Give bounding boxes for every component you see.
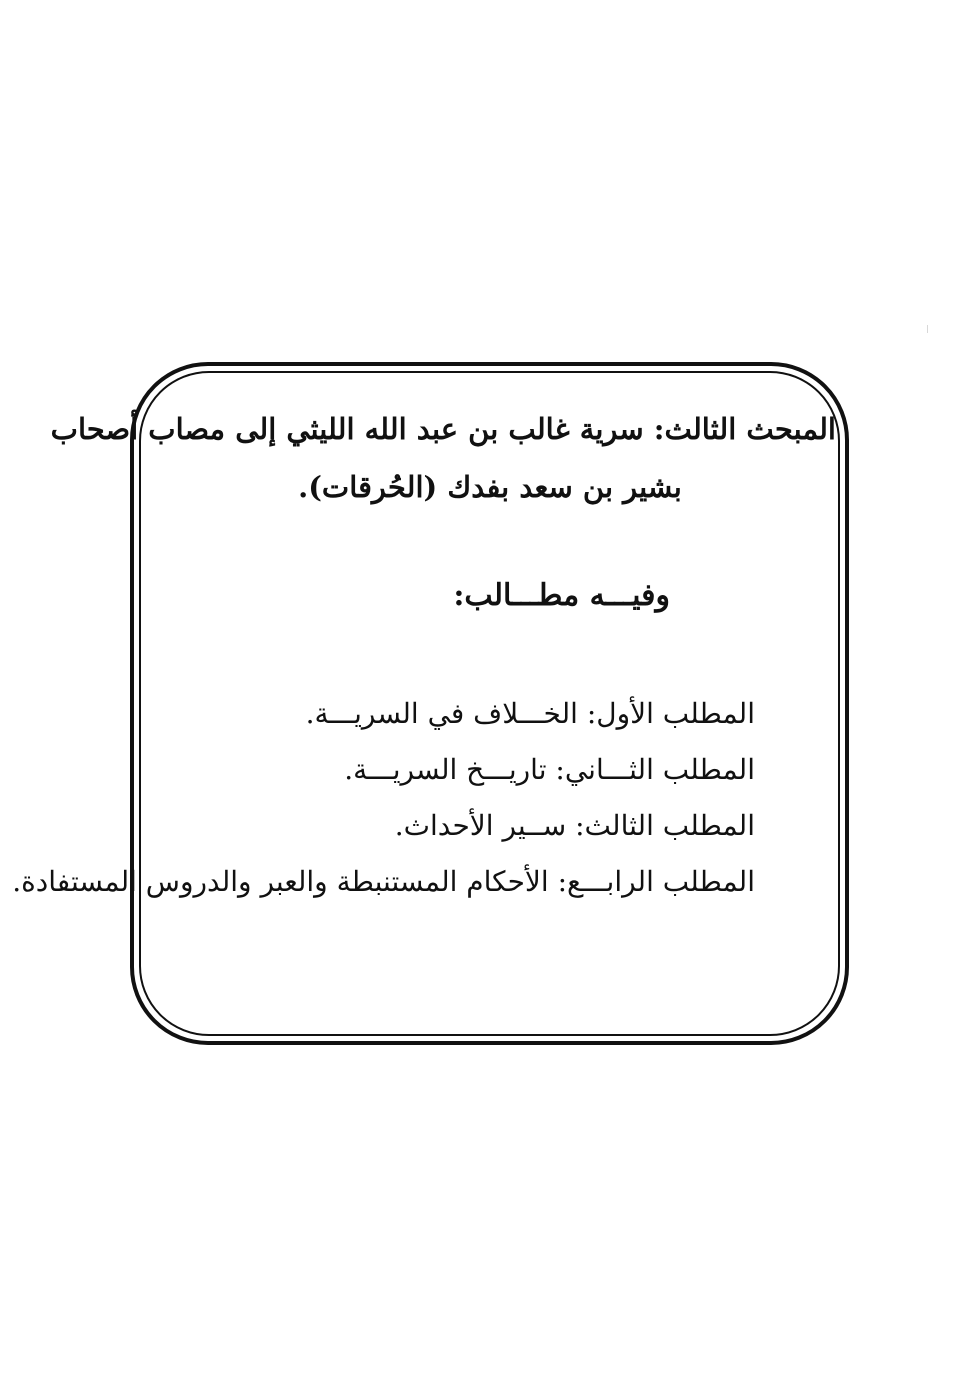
section-item: المطلب الثـــاني: تاريـــخ السريـــة. [344, 753, 755, 786]
section-item: المطلب الثالث: ســير الأحداث. [394, 809, 755, 842]
sections-intro: وفيـــه مطـــالب: [453, 578, 670, 613]
section-item: المطلب الأول: الخـــلاف في السريـــة. [305, 697, 755, 730]
chapter-heading-line-1: المبحث الثالث: سرية غالب بن عبد الله الليثي إلى مصاب أصحاب [50, 412, 836, 446]
sections-list [12, 686, 840, 910]
section-item: المطلب الرابـــع: الأحكام المستنبطة والعبر والدروس المستفادة. [12, 865, 755, 898]
chapter-box [12, 400, 840, 910]
scan-mark [927, 325, 928, 333]
chapter-heading-line-2: بشير بن سعد بفدك (الحُرقات). [298, 470, 682, 504]
chapter-heading [50, 400, 840, 516]
